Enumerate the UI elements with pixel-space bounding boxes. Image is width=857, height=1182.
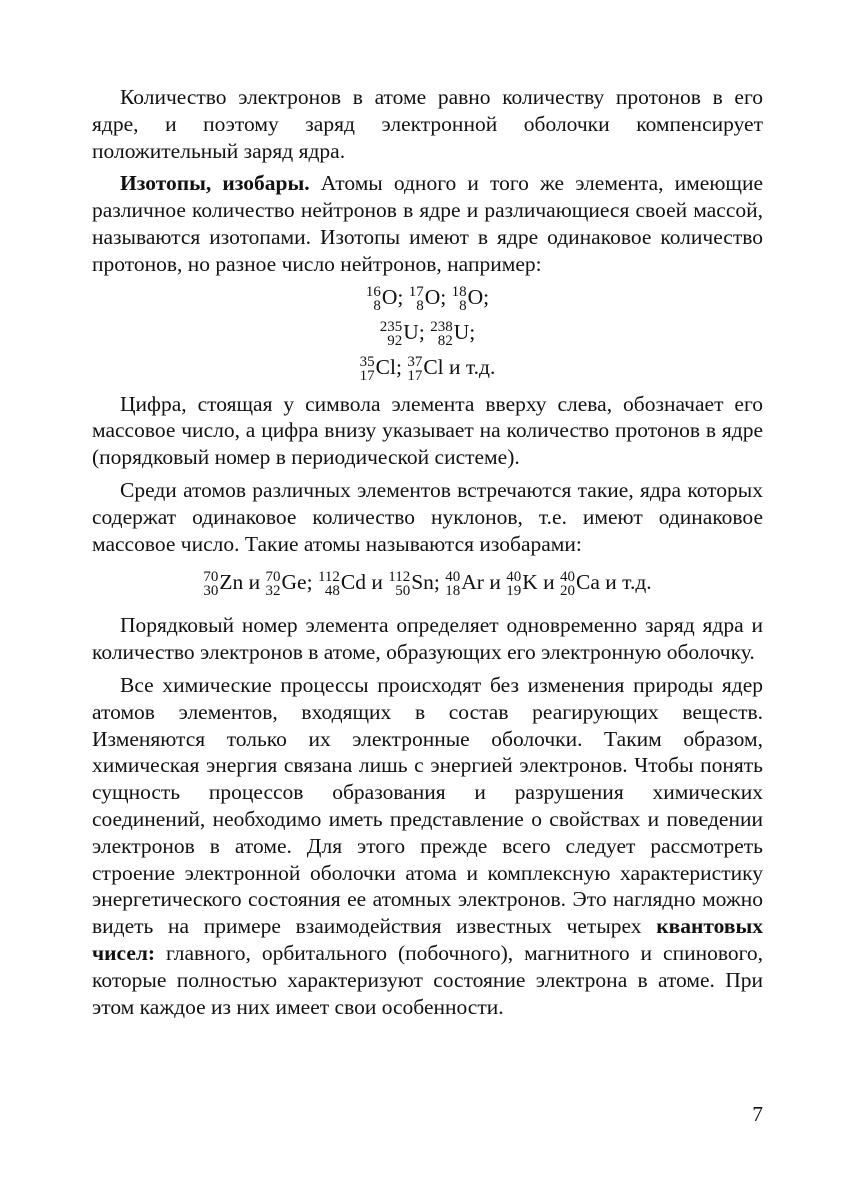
nuclide-index <box>445 570 460 598</box>
page-number: 7 <box>752 1102 763 1126</box>
quantum-numbers-term: квантовых чисел: <box>92 914 763 965</box>
element-symbol: U <box>403 319 419 344</box>
nuclide-index <box>380 320 403 348</box>
formula-uranium-isotopes <box>92 319 763 348</box>
paragraph-mass-number <box>92 391 763 471</box>
separator: и <box>243 570 266 595</box>
mass-number: 235 <box>379 318 403 335</box>
element-symbol: U <box>453 319 470 344</box>
formula-chlorine-isotopes <box>92 354 763 383</box>
mass-number: 112 <box>388 569 411 586</box>
element-symbol: Zn <box>219 570 244 595</box>
atomic-number: 32 <box>265 583 281 600</box>
separator: ; <box>483 284 490 309</box>
paragraph-electrons <box>92 84 763 164</box>
nuclide-index <box>409 285 424 313</box>
nuclide-index <box>366 285 381 313</box>
separator: ; <box>306 570 318 595</box>
paragraph-isotopes <box>92 170 763 277</box>
mass-number: 35 <box>359 353 375 370</box>
element-symbol: Cl <box>375 354 396 379</box>
separator: и т.д. <box>443 354 496 379</box>
formula-isobars <box>92 569 763 598</box>
separator: ; <box>395 354 408 379</box>
atomic-number: 48 <box>324 583 340 600</box>
nuclide-index <box>430 320 453 348</box>
nuclide-index <box>506 570 521 598</box>
mass-number: 16 <box>365 283 381 300</box>
separator: ; <box>433 570 446 595</box>
mass-number: 238 <box>430 318 453 335</box>
chemical-processes-text: Все химические процессы происходят без изменения природы ядер атомов элементов, входящих в состав реагирующих веществ. Изменяются только их электронные оболочки. Таким образом, химическая энергия связана лишь с энергией электронов. Чтобы понять сущность процессов образования и разрушения химических соединений, необходимо иметь представление о свойствах и поведении электронов в атоме. Для этого прежде всего следует рассмотреть строение электронной оболочки атома и комплексную характеристику энергетического состояния ее атомных электронов. Это наглядно можно видеть на примере взаимодействия известных четырех <box>92 672 763 939</box>
body-text <box>92 84 763 1026</box>
atomic-number: 8 <box>459 297 467 314</box>
mass-number: 37 <box>407 353 423 370</box>
separator: ; <box>397 284 409 309</box>
isotopes-heading: Изотопы, изобары. <box>120 171 310 196</box>
paragraph-isobars-text: Среди атомов различных элементов встречаются такие, ядра которых содержат одинаковое количество нуклонов, т.е. имеют одинаковое массовое число. Такие атомы называются изобарами: <box>92 477 763 556</box>
atomic-number: 8 <box>373 297 381 314</box>
separator: и <box>365 570 389 595</box>
element-symbol: Ge <box>281 570 307 595</box>
separator: ; <box>440 284 452 309</box>
mass-number: 17 <box>408 283 424 300</box>
element-symbol: Ar <box>461 570 484 595</box>
element-symbol: O <box>424 284 441 309</box>
separator: и <box>483 570 507 595</box>
separator: ; <box>469 319 476 344</box>
mass-number: 70 <box>203 569 219 586</box>
nuclide-index <box>266 570 281 598</box>
nuclide-index <box>452 285 467 313</box>
mass-number: 40 <box>506 569 522 586</box>
formula-oxygen-isotopes <box>92 284 763 313</box>
separator: ; <box>418 319 431 344</box>
atomic-number: 8 <box>416 297 424 314</box>
paragraph-atomic-number-text: Порядковый номер элемента определяет одновременно заряд ядра и количество электронов в атоме, образующих его электронную оболочку. <box>92 613 763 665</box>
element-symbol: Ca <box>576 570 600 595</box>
atomic-number: 19 <box>506 583 522 600</box>
atomic-number: 20 <box>560 583 576 600</box>
nuclide-index <box>318 570 340 598</box>
element-symbol: O <box>381 284 398 309</box>
nuclide-index <box>203 570 218 598</box>
mass-number: 40 <box>560 569 576 586</box>
isotopes-text: Атомы одного и того же элемента, имеющие различное количество нейтронов в ядре и различающиеся своей массой, называются изотопами. Изотопы имеют в ядре одинаковое количество протонов, но разное число нейтронов, например: <box>92 171 763 276</box>
atomic-number: 18 <box>445 583 461 600</box>
paragraph-chemical-processes <box>92 672 763 1020</box>
nuclide-index <box>388 570 410 598</box>
mass-number: 112 <box>317 569 340 586</box>
element-symbol: Cl <box>423 354 444 379</box>
chemical-processes-text-end: главного, орбитального (побочного), магнитного и спинового, которые полностью характеризуют состояние электрона в атоме. При этом каждое из них имеет свои особенности. <box>92 940 763 1019</box>
paragraph-mass-number-text: Цифра, стоящая у символа элемента вверху слева, обозначает его массовое число, а цифра внизу указывает на количество протонов в ядре (порядковый номер в периодической системе). <box>92 391 763 470</box>
atomic-number: 92 <box>387 332 403 349</box>
paragraph-isobars <box>92 477 763 557</box>
element-symbol: Cd <box>340 570 366 595</box>
nuclide-index <box>407 355 422 383</box>
element-symbol: K <box>522 570 538 595</box>
separator: и т.д. <box>599 570 652 595</box>
atomic-number: 30 <box>203 583 219 600</box>
mass-number: 18 <box>451 283 467 300</box>
mass-number: 40 <box>445 569 461 586</box>
atomic-number: 17 <box>359 367 375 384</box>
atomic-number: 50 <box>395 583 411 600</box>
separator: и <box>537 570 561 595</box>
element-symbol: O <box>467 284 484 309</box>
mass-number: 70 <box>265 569 281 586</box>
element-symbol: Sn <box>411 570 434 595</box>
paragraph-electrons-text: Количество электронов в атоме равно количеству протонов в его ядре, и поэтому заряд электронной оболочки компенсирует положительный заряд ядра. <box>92 85 763 163</box>
nuclide-index <box>560 570 575 598</box>
nuclide-index <box>360 355 375 383</box>
atomic-number: 82 <box>437 332 453 349</box>
paragraph-atomic-number <box>92 612 763 666</box>
atomic-number: 17 <box>407 367 423 384</box>
